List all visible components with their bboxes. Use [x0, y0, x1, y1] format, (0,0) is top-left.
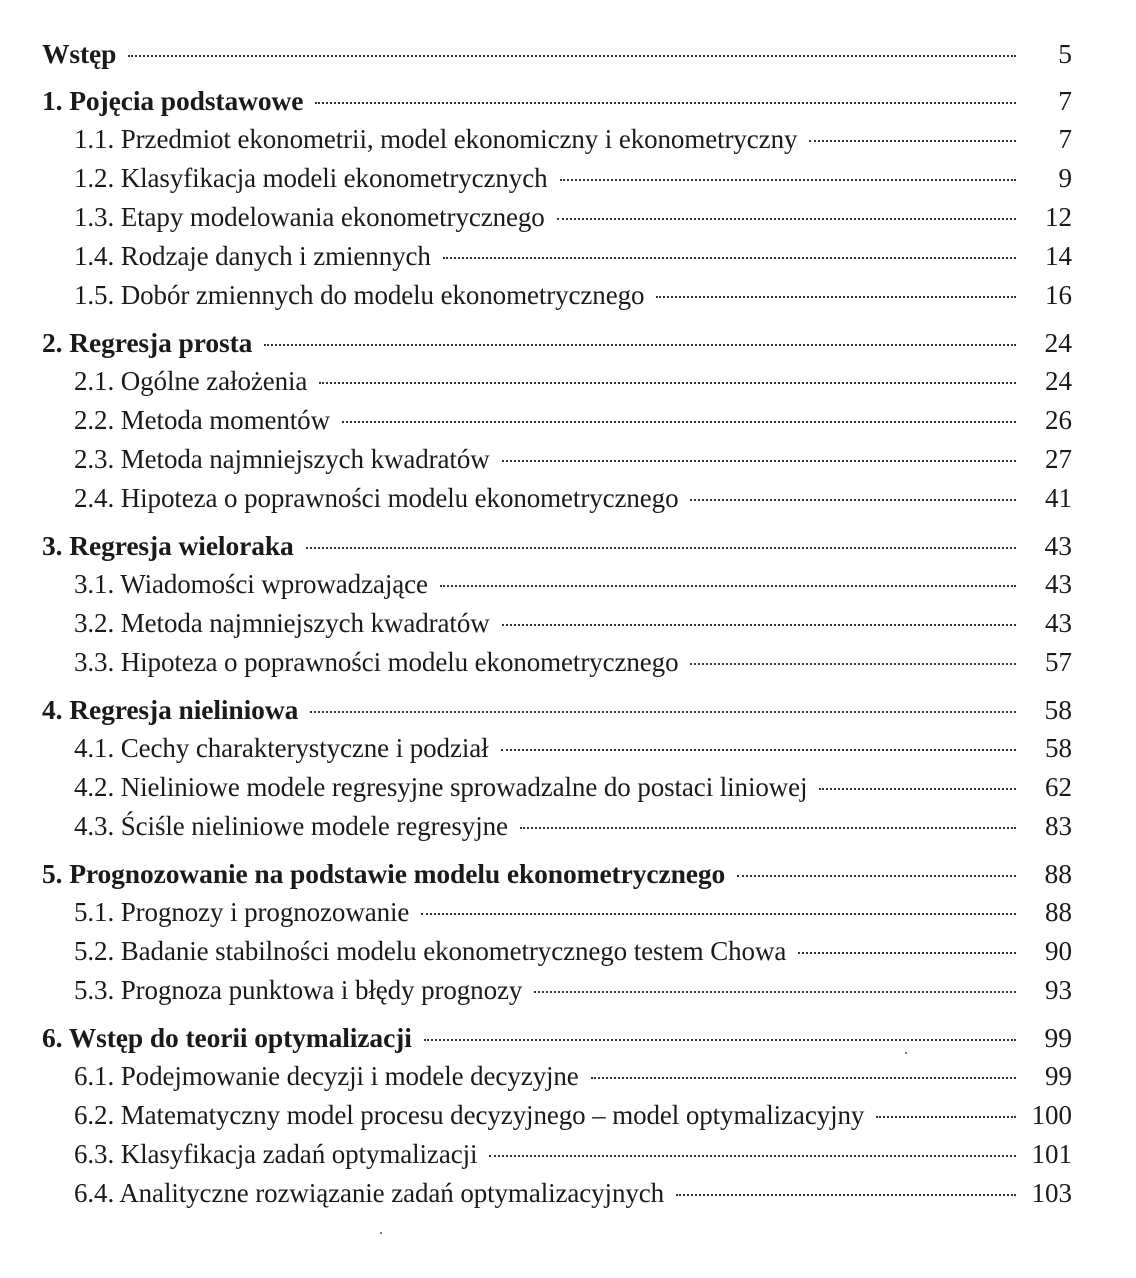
dot-leader: [819, 788, 1016, 790]
dot-leader: [315, 102, 1016, 104]
toc-entry-title: 6.1. Podejmowanie decyzji i modele decyzyjne: [74, 1061, 579, 1091]
toc-entry-title: 5.3. Prognoza punktowa i błędy prognozy: [74, 975, 523, 1005]
dot-leader: [737, 875, 1016, 877]
toc-section-entry: [42, 198, 1072, 237]
dot-leader: [676, 1194, 1016, 1196]
table-of-contents: [42, 34, 1072, 1213]
toc-section-entry: [42, 479, 1072, 518]
toc-entry-title: 4.3. Ściśle nieliniowe modele regresyjne: [74, 811, 508, 841]
toc-section-entry: [42, 1135, 1072, 1174]
toc-entry-page-number: 90: [1045, 936, 1072, 966]
toc-entry-title: 5.1. Prognozy i prognozowanie: [74, 897, 410, 927]
toc-entry-title: 5. Prognozowanie na podstawie modelu ekonometrycznego: [42, 858, 726, 889]
dot-leader: [264, 344, 1016, 346]
toc-chapter-entry: [42, 81, 1072, 120]
toc-entry-title: Wstęp: [42, 38, 117, 69]
toc-entry-page-number: 12: [1045, 202, 1072, 232]
toc-entry-page-number: 88: [1045, 897, 1072, 927]
toc-entry-title: 2.4. Hipoteza o poprawności modelu ekonometrycznego: [74, 483, 679, 513]
dot-leader: [502, 624, 1016, 626]
dot-leader: [128, 55, 1016, 57]
toc-entry-page-number: 9: [1058, 163, 1072, 193]
toc-entry-page-number: 58: [1045, 733, 1072, 763]
toc-entry-title: 1. Pojęcia podstawowe: [42, 85, 304, 116]
toc-entry-page-number: 62: [1045, 772, 1072, 802]
dot-leader: [306, 547, 1016, 549]
toc-section-entry: [42, 1057, 1072, 1096]
dot-leader: [690, 499, 1016, 501]
toc-chapter-entry: [42, 526, 1072, 565]
toc-entry-page-number: 99: [1044, 1022, 1072, 1053]
scan-speck: [380, 1232, 382, 1234]
dot-leader: [534, 991, 1016, 993]
dot-leader: [443, 257, 1016, 259]
toc-entry-page-number: 43: [1045, 569, 1072, 599]
toc-entry-title: 3.3. Hipoteza o poprawności modelu ekonometrycznego: [74, 647, 679, 677]
toc-entry-title: 1.4. Rodzaje danych i zmiennych: [74, 241, 431, 271]
toc-entry-title: 2.2. Metoda momentów: [74, 405, 330, 435]
dot-leader: [310, 711, 1016, 713]
toc-entry-page-number: 93: [1045, 975, 1072, 1005]
toc-section-entry: [42, 932, 1072, 971]
toc-entry-page-number: 100: [1031, 1100, 1072, 1130]
toc-section-entry: [42, 729, 1072, 768]
toc-entry-page-number: 41: [1045, 483, 1072, 513]
toc-entry-title: 3. Regresja wieloraka: [42, 530, 294, 561]
toc-entry-title: 4.2. Nieliniowe modele regresyjne sprowadzalne do postaci liniowej: [74, 772, 808, 802]
toc-entry-title: 6.3. Klasyfikacja zadań optymalizacji: [74, 1139, 478, 1169]
dot-leader: [591, 1077, 1016, 1079]
toc-section-entry: [42, 159, 1072, 198]
scan-speck: [905, 1052, 907, 1054]
toc-chapter-entry: [42, 1018, 1072, 1057]
toc-entry-page-number: 43: [1044, 530, 1072, 561]
toc-entry-page-number: 101: [1031, 1139, 1072, 1169]
toc-entry-title: 4. Regresja nieliniowa: [42, 694, 299, 725]
dot-leader: [656, 296, 1016, 298]
toc-entry-title: 3.2. Metoda najmniejszych kwadratów: [74, 608, 490, 638]
toc-entry-page-number: 26: [1045, 405, 1072, 435]
toc-section-entry: [42, 604, 1072, 643]
toc-entry-page-number: 27: [1045, 444, 1072, 474]
toc-section-entry: [42, 440, 1072, 479]
toc-entry-page-number: 5: [1058, 38, 1072, 69]
toc-entry-page-number: 99: [1045, 1061, 1072, 1091]
toc-section-entry: [42, 362, 1072, 401]
toc-entry-page-number: 57: [1045, 647, 1072, 677]
toc-section-entry: [42, 893, 1072, 932]
dot-leader: [690, 663, 1016, 665]
toc-section-entry: [42, 807, 1072, 846]
toc-entry-page-number: 24: [1044, 327, 1072, 358]
toc-entry-page-number: 14: [1045, 241, 1072, 271]
toc-entry-title: 2.1. Ogólne założenia: [74, 366, 308, 396]
dot-leader: [557, 218, 1016, 220]
toc-section-entry: [42, 643, 1072, 682]
toc-section-entry: [42, 276, 1072, 315]
toc-entry-title: 1.5. Dobór zmiennych do modelu ekonometrycznego: [74, 280, 645, 310]
toc-section-entry: [42, 120, 1072, 159]
toc-entry-page-number: 16: [1045, 280, 1072, 310]
dot-leader: [421, 913, 1016, 915]
toc-entry-title: 2.3. Metoda najmniejszych kwadratów: [74, 444, 490, 474]
toc-entry-page-number: 58: [1044, 694, 1072, 725]
toc-entry-page-number: 7: [1058, 124, 1072, 154]
toc-entry-page-number: 43: [1045, 608, 1072, 638]
dot-leader: [501, 749, 1016, 751]
toc-entry-title: 1.3. Etapy modelowania ekonometrycznego: [74, 202, 545, 232]
toc-section-entry: [42, 401, 1072, 440]
dot-leader: [798, 952, 1016, 954]
toc-chapter-entry: [42, 34, 1072, 73]
toc-entry-title: 6.4. Analityczne rozwiązanie zadań optymalizacyjnych: [74, 1178, 665, 1208]
dot-leader: [440, 585, 1016, 587]
toc-entry-title: 4.1. Cechy charakterystyczne i podział: [74, 733, 489, 763]
dot-leader: [560, 179, 1017, 181]
dot-leader: [809, 140, 1016, 142]
dot-leader: [876, 1116, 1016, 1118]
dot-leader: [424, 1039, 1016, 1041]
toc-chapter-entry: [42, 323, 1072, 362]
toc-entry-title: 6.2. Matematyczny model procesu decyzyjnego – model optymalizacyjny: [74, 1100, 865, 1130]
dot-leader: [319, 382, 1016, 384]
toc-chapter-entry: [42, 690, 1072, 729]
toc-entry-page-number: 7: [1058, 85, 1072, 116]
toc-section-entry: [42, 565, 1072, 604]
toc-entry-title: 1.1. Przedmiot ekonometrii, model ekonomiczny i ekonometryczny: [74, 124, 798, 154]
toc-entry-title: 2. Regresja prosta: [42, 327, 253, 358]
toc-entry-page-number: 83: [1045, 811, 1072, 841]
toc-chapter-entry: [42, 854, 1072, 893]
toc-entry-page-number: 24: [1045, 366, 1072, 396]
toc-section-entry: [42, 1174, 1072, 1213]
dot-leader: [520, 827, 1016, 829]
toc-entry-title: 6. Wstęp do teorii optymalizacji: [42, 1022, 412, 1053]
toc-entry-title: 1.2. Klasyfikacja modeli ekonometrycznych: [74, 163, 548, 193]
dot-leader: [489, 1155, 1016, 1157]
toc-entry-page-number: 88: [1044, 858, 1072, 889]
toc-section-entry: [42, 768, 1072, 807]
toc-section-entry: [42, 971, 1072, 1010]
toc-entry-title: 3.1. Wiadomości wprowadzające: [74, 569, 428, 599]
dot-leader: [342, 421, 1016, 423]
toc-entry-title: 5.2. Badanie stabilności modelu ekonometrycznego testem Chowa: [74, 936, 787, 966]
dot-leader: [502, 460, 1016, 462]
toc-section-entry: [42, 237, 1072, 276]
toc-section-entry: [42, 1096, 1072, 1135]
toc-entry-page-number: 103: [1031, 1178, 1072, 1208]
